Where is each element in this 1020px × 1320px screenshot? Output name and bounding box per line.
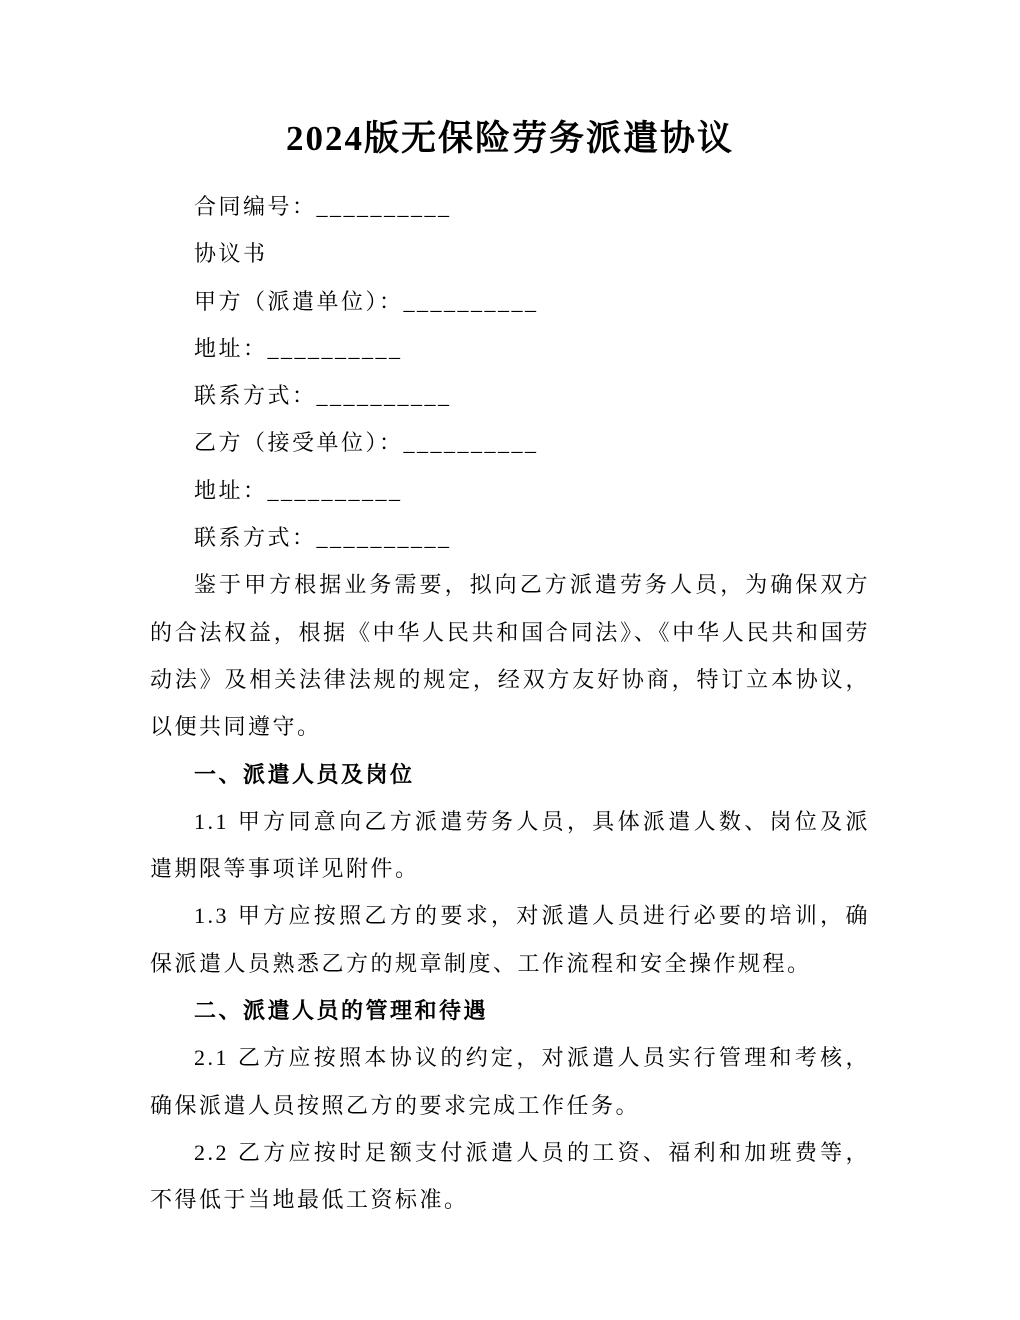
preamble-paragraph: 鉴于甲方根据业务需要，拟向乙方派遣劳务人员，为确保双方的合法权益，根据《中华人民共和国合同法》、《中华人民共和国劳动法》及相关法律法规的规定，经双方友好协商，特订立本协议，以便共同遵守。: [150, 572, 870, 740]
party-a-line: 甲方（派遣单位）：__________: [194, 288, 539, 314]
party-a-contact-line: 联系方式：__________: [194, 383, 452, 409]
clause-2-2: 2.2 乙方应按时足额支付派遣人员的工资、福利和加班费等，不得低于当地最低工资标准。: [150, 1139, 870, 1213]
party-b-contact-line: 联系方式：__________: [194, 525, 452, 551]
clause-1-3: 1.3 甲方应按照乙方的要求，对派遣人员进行必要的培训，确保派遣人员熟悉乙方的规章制度、工作流程和安全操作规程。: [150, 903, 870, 976]
section-1-heading: 一、派遣人员及岗位: [194, 761, 415, 787]
section-2-heading: 二、派遣人员的管理和待遇: [194, 998, 489, 1024]
party-b-line: 乙方（接受单位）：__________: [194, 430, 539, 456]
contract-number-line: 合同编号：__________: [194, 194, 452, 219]
clause-2-1: 2.1 乙方应按照本协议的约定，对派遣人员实行管理和考核，确保派遣人员按照乙方的要求完成工作任务。: [150, 1045, 870, 1118]
document-title: 2024版无保险劳务派遣协议: [285, 119, 734, 158]
clause-1-1: 1.1 甲方同意向乙方派遣劳务人员，具体派遣人数、岗位及派遣期限等事项详见附件。: [150, 808, 870, 882]
party-b-address-line: 地址：__________: [194, 477, 403, 503]
agreement-label-line: 协议书: [194, 241, 268, 267]
party-a-address-line: 地址：__________: [194, 335, 403, 361]
